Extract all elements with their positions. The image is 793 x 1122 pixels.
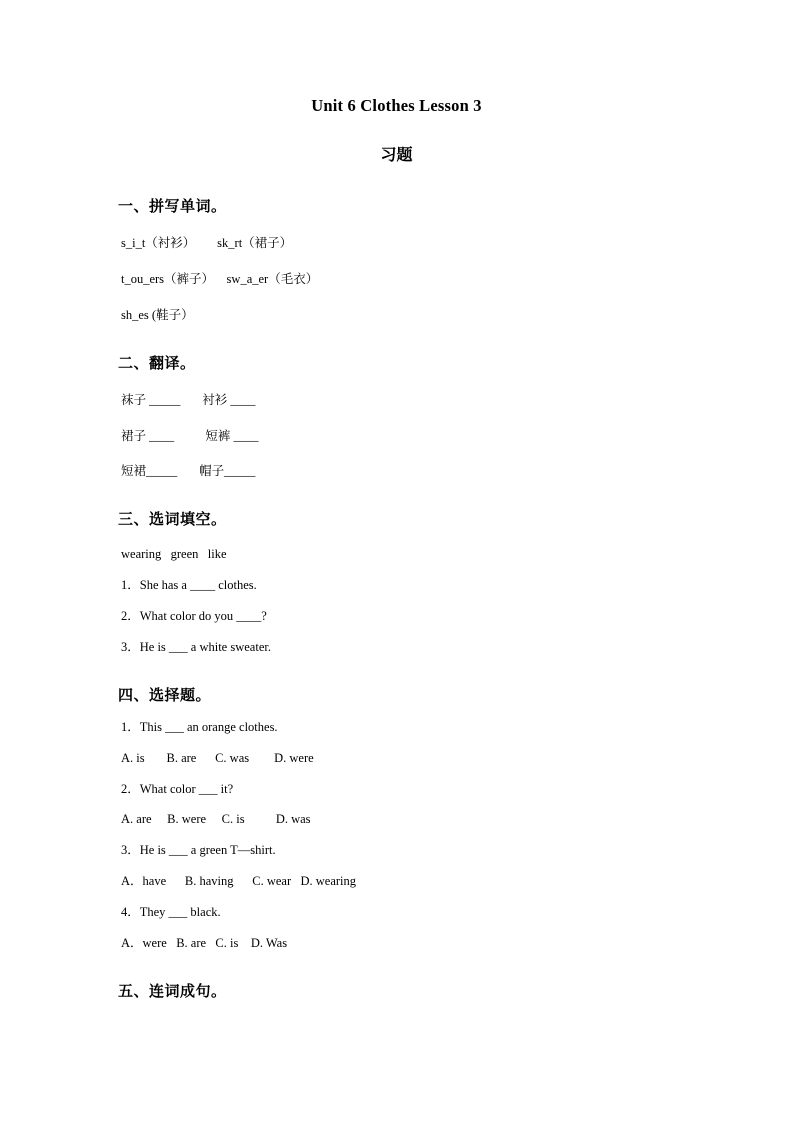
exercise-question: 2．What color ___ it? — [121, 781, 234, 796]
section-multiple-choice — [118, 684, 675, 952]
section-translation — [118, 352, 675, 481]
exercise-options: A．have B. having C. wear D. wearing — [121, 874, 357, 889]
word-bank: wearing green like — [121, 547, 227, 562]
exercise-line: 3．He is ___ a white sweater. — [121, 639, 271, 654]
section-sentence-building — [118, 980, 675, 1001]
section-spelling — [118, 195, 675, 324]
exercise-options: A．were B. are C. is D. Was — [121, 935, 288, 950]
section-word-fill — [118, 508, 675, 656]
exercise-line: 1．She has a ____ clothes. — [121, 578, 257, 593]
exercise-question: 4．They ___ black. — [121, 905, 221, 919]
page-subtitle: 习题 — [380, 145, 413, 164]
exercise-line: s_i_t（衬衫） sk_rt（裙子） — [121, 236, 293, 250]
exercise-line: 2．What color do you ____? — [121, 609, 267, 623]
exercise-question: 3．He is ___ a green T—shirt. — [121, 843, 276, 858]
exercise-line: 短裙_____ 帽子_____ — [121, 464, 256, 479]
exercise-options: A. is B. are C. was D. were — [121, 750, 314, 765]
section-heading-2: 二、翻译。 — [118, 353, 196, 372]
exercise-options: A. are B. were C. is D. was — [121, 812, 311, 827]
section-heading-5: 五、连词成句。 — [118, 981, 227, 1000]
exercise-line: sh_es (鞋子） — [121, 307, 194, 322]
section-heading-3: 三、选词填空。 — [118, 510, 227, 529]
section-heading-1: 一、拼写单词。 — [118, 197, 227, 215]
exercise-line: 裙子 ____ 短裤 ____ — [121, 428, 259, 443]
exercise-question: 1．This ___ an orange clothes. — [121, 719, 278, 734]
exercise-line: 袜子 _____ 衬衫 ____ — [121, 392, 256, 407]
exercise-line: t_ou_ers（裤子） sw_a_er（毛衣） — [121, 271, 319, 286]
page-title: Unit 6 Clothes Lesson 3 — [311, 96, 482, 115]
section-heading-4: 四、选择题。 — [118, 685, 212, 704]
